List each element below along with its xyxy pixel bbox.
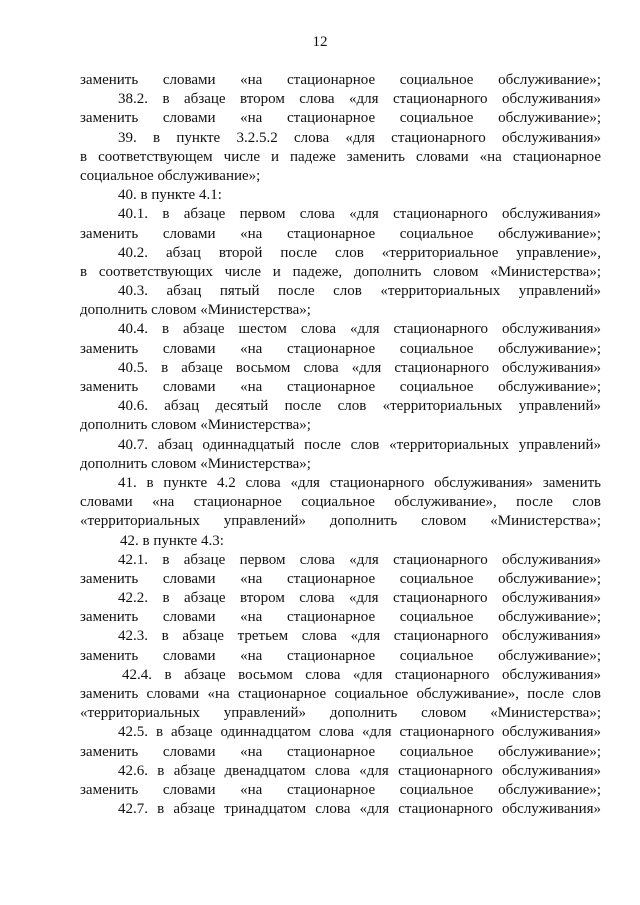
text-line: 41. в пункте 4.2 слова «для стационарного обслуживания» заменить <box>118 474 601 491</box>
text-line: заменить словами «на стационарное социальное обслуживание»; <box>80 72 601 88</box>
text-line: 40.6. абзац десятый после слов «территориальных управлений» <box>118 398 601 415</box>
text-line: 40.5. в абзаце восьмом слова «для стационарного обслуживания» <box>118 359 601 376</box>
page-number: 12 <box>312 34 328 50</box>
text-line: заменить словами «на стационарное социальное обслуживание»; <box>80 570 601 587</box>
text-line: 42.7. в абзаце тринадцатом слова «для стационарного обслуживания» <box>118 801 601 818</box>
text-line: 42.4. в абзаце восьмом слова «для стационарного обслуживания» <box>122 666 601 683</box>
text-line: в соответствующем числе и падеже заменить словами «на стационарное <box>80 148 601 165</box>
text-line: 40.2. абзац второй после слов «территориальное управление», <box>118 244 601 261</box>
text-line: 42.1. в абзаце первом слова «для стационарного обслуживания» <box>118 551 601 568</box>
text-line: 42.6. в абзаце двенадцатом слова «для стационарного обслуживания» <box>118 762 601 779</box>
text-line: заменить словами «на стационарное социальное обслуживание»; <box>80 781 601 798</box>
text-line: дополнить словом «Министерства»; <box>80 302 311 319</box>
text-line: дополнить словом «Министерства»; <box>80 417 311 434</box>
text-line: словами «на стационарное социальное обслуживание», после слов <box>80 494 601 511</box>
text-line: 38.2. в абзаце втором слова «для стационарного обслуживания» <box>118 91 601 108</box>
text-line: 39. в пункте 3.2.5.2 слова «для стационарного обслуживания» <box>118 129 601 146</box>
text-line: дополнить словом «Министерства»; <box>80 455 311 472</box>
text-line: заменить словами «на стационарное социальное обслуживание»; <box>80 743 601 760</box>
text-line: 40.1. в абзаце первом слова «для стационарного обслуживания» <box>118 206 601 223</box>
text-line: заменить словами «на стационарное социальное обслуживание»; <box>80 647 601 664</box>
text-line: заменить словами «на стационарное социальное обслуживание»; <box>80 379 601 395</box>
text-line: 40.4. в абзаце шестом слова «для стационарного обслуживания» <box>118 321 601 338</box>
text-line: 40.7. абзац одиннадцатый после слов «территориальных управлений» <box>118 436 601 453</box>
text-line: «территориальных управлений» дополнить словом «Министерства»; <box>80 705 601 722</box>
text-line: заменить словами «на стационарное социальное обслуживание»; <box>80 110 601 127</box>
text-line: 40.3. абзац пятый после слов «территориальных управлений» <box>118 283 601 300</box>
text-line: заменить словами «на стационарное социальное обслуживание»; <box>80 225 601 242</box>
text-line: 42. в пункте 4.3: <box>120 532 224 549</box>
text-line: 42.3. в абзаце третьем слова «для стационарного обслуживания» <box>118 628 601 645</box>
text-line: 42.5. в абзаце одиннадцатом слова «для стационарного обслуживания» <box>118 724 601 741</box>
text-line: социальное обслуживание»; <box>80 167 261 184</box>
text-line: «территориальных управлений» дополнить словом «Министерства»; <box>80 513 601 530</box>
text-line: в соответствующих числе и падеже, дополнить словом «Министерства»; <box>80 263 601 280</box>
text-line: заменить словами «на стационарное социальное обслуживание»; <box>80 340 601 357</box>
text-line: заменить словами «на стационарное социальное обслуживание»; <box>80 609 601 626</box>
text-line: заменить словами «на стационарное социальное обслуживание», после слов <box>80 686 601 702</box>
text-line: 40. в пункте 4.1: <box>118 187 222 204</box>
document-body <box>80 71 601 819</box>
text-line: 42.2. в абзаце втором слова «для стационарного обслуживания» <box>118 590 601 607</box>
